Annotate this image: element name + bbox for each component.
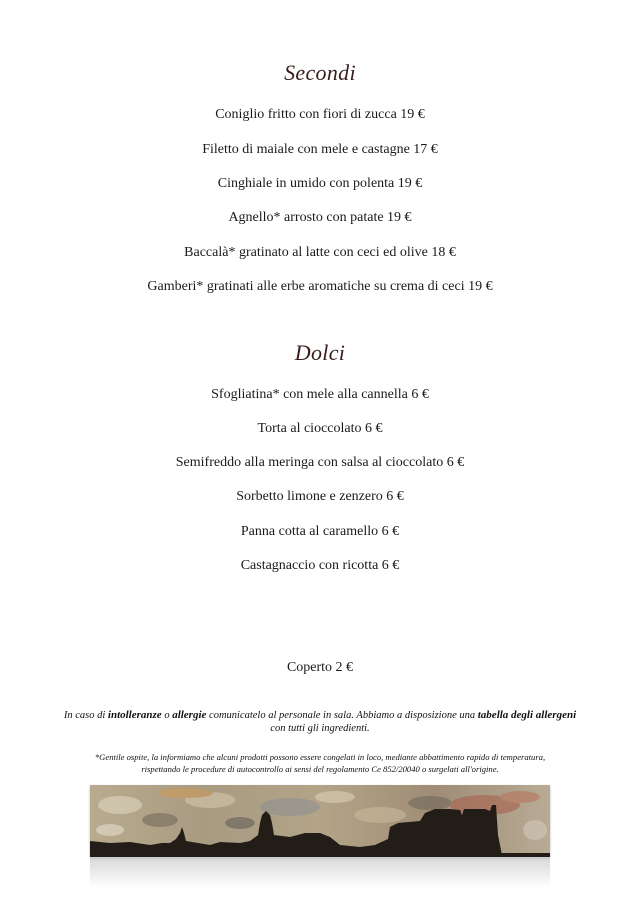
menu-item: Sfogliatina* con mele alla cannella 6 € [211, 387, 429, 402]
frozen-products-note [60, 751, 580, 775]
frozen-note-line: *Gentile ospite, la informiamo che alcuni prodotti possono essere congelati in loco, mediante abbattimento rapido di temperatura, [94, 752, 546, 762]
menu-item: Sorbetto limone e zenzero 6 € [236, 489, 404, 504]
cover-charge: Coperto 2 € [286, 660, 354, 675]
allergy-note-bold: tabella degli allergeni [477, 709, 577, 721]
menu-item: Gamberi* gratinati alle erbe aromatiche su crema di ceci 19 € [147, 279, 493, 294]
banner-reflection [90, 858, 550, 888]
frozen-note-line: rispettando le procedure di autocontrollo ai sensi del regolamento Ce 852/20040 o surgelati all'origine. [141, 764, 499, 774]
menu-item: Castagnaccio con ricotta 6 € [240, 558, 400, 573]
allergy-note [60, 709, 580, 735]
allergy-note-text: comunicatelo al personale in sala. Abbiamo a disposizione una [206, 710, 478, 721]
menu-item: Panna cotta al caramello 6 € [240, 524, 400, 539]
allergy-note-text: In caso di [63, 710, 108, 721]
menu-item: Filetto di maiale con mele e castagne 17 € [202, 142, 438, 157]
section-title-dolci: Dolci [294, 340, 346, 365]
allergy-note-bold: intolleranze [107, 709, 162, 721]
menu-item: Cinghiale in umido con polenta 19 € [217, 176, 423, 191]
menu-item: Torta al cioccolato 6 € [257, 421, 383, 436]
allergy-note-text: con tutti gli ingredienti. [270, 723, 370, 734]
menu-item: Coniglio fritto con fiori di zucca 19 € [215, 107, 425, 122]
menu-item: Baccalà* gratinato al latte con ceci ed olive 18 € [184, 245, 456, 260]
allergy-note-bold: allergie [172, 709, 207, 721]
allergy-note-text: o [161, 710, 173, 721]
menu-item: Semifreddo alla meringa con salsa al cioccolato 6 € [175, 455, 465, 470]
skyline-banner-image [90, 785, 550, 857]
menu-item: Agnello* arrosto con patate 19 € [228, 210, 412, 225]
section-title-secondi: Secondi [284, 60, 356, 85]
